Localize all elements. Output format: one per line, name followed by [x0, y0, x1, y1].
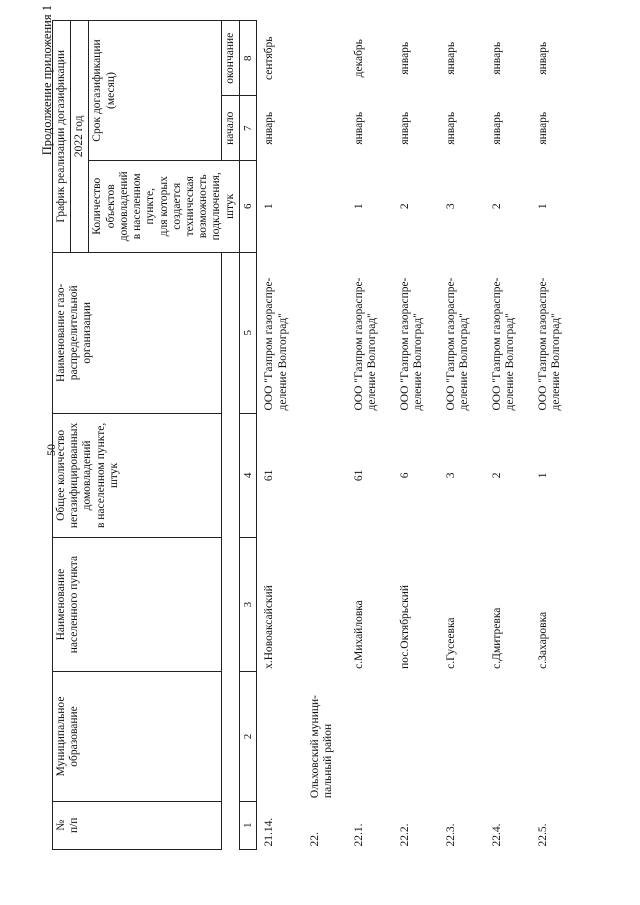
cell-org: ООО "Газпром газораспре- деление Волгоград" — [444, 277, 471, 411]
page-number: 50 — [44, 444, 58, 456]
header-org: Наименование газо- распределительной организации — [53, 252, 222, 413]
cell-end — [303, 21, 347, 96]
cell-total: 61 — [352, 469, 365, 482]
cell-start: январь — [263, 111, 276, 145]
table-row — [531, 21, 577, 850]
cell-municipality — [257, 672, 303, 801]
header-end: окончание — [221, 21, 239, 96]
cell-org: ООО "Газпром газораспре- деление Волгоград" — [536, 277, 563, 411]
header-total: Общее количество негазифицированных домовладений в населенном пункте, штук — [53, 414, 222, 538]
cell-total: 3 — [444, 472, 457, 479]
cell-num: 22.2. — [398, 823, 411, 847]
cell-municipality — [439, 672, 485, 801]
cell-settlement: с.Гусеевка — [444, 617, 457, 669]
cell-org: ООО "Газпром газораспре- деление Волгоград" — [263, 277, 289, 411]
cell-count: 1 — [536, 203, 549, 210]
header-settlement: Наименование населенного пункта — [53, 537, 222, 672]
header-term: Срок догазификации (месяц) — [89, 21, 221, 161]
cell-total — [303, 414, 347, 538]
column-number-8: 8 — [239, 21, 257, 96]
cell-org — [303, 252, 347, 413]
table-row — [485, 21, 531, 850]
table-row — [347, 21, 393, 850]
cell-end: январь — [490, 41, 503, 75]
cell-count: 3 — [444, 203, 457, 210]
cell-municipality — [393, 672, 439, 801]
cell-num: 22.5. — [536, 823, 549, 847]
cell-settlement: с.Дмитревка — [490, 607, 503, 669]
table-row — [257, 21, 303, 850]
header-schedule: График реализации догазификации — [53, 21, 71, 253]
table-row — [303, 21, 347, 850]
cell-settlement: с.Захаровка — [536, 611, 549, 669]
cell-start: январь — [352, 111, 365, 145]
cell-num: 22.1. — [352, 823, 365, 847]
cell-org: ООО "Газпром газораспре- деление Волгоград" — [398, 277, 425, 411]
cell-count: 1 — [352, 203, 365, 210]
continuation-label: Продолжение приложения 1 — [40, 5, 54, 156]
cell-end: январь — [398, 41, 411, 75]
cell-count — [303, 161, 347, 253]
cell-municipality — [531, 672, 577, 801]
cell-org: ООО "Газпром газораспре- деление Волгоград" — [490, 277, 517, 411]
column-number-6: 6 — [239, 161, 257, 253]
cell-total: 2 — [490, 472, 503, 479]
cell-num: 22.3. — [444, 823, 457, 847]
cell-count: 1 — [263, 203, 276, 210]
cell-end: январь — [536, 41, 549, 75]
table-row — [439, 21, 485, 850]
header-num: № п/п — [53, 801, 222, 849]
cell-count: 2 — [490, 203, 503, 210]
table-row — [393, 21, 439, 850]
cell-num: 22.4. — [490, 823, 503, 847]
cell-org: ООО "Газпром газораспре- деление Волгоград" — [352, 277, 379, 411]
header-count: Количество объектов домовладений в населенном пункте, для которых создается техническая возможность подключения, штук — [89, 161, 239, 253]
column-number-2: 2 — [239, 672, 257, 801]
column-number-3: 3 — [239, 537, 257, 672]
cell-settlement: пос.Октябрьский — [398, 584, 411, 669]
cell-settlement: с.Михайловка — [352, 600, 365, 669]
cell-settlement — [303, 537, 347, 672]
cell-total: 61 — [263, 469, 276, 482]
header-year: 2022 год — [71, 21, 89, 253]
cell-total: 1 — [536, 472, 549, 479]
cell-municipality: Ольховский муници- пальный район — [308, 695, 335, 799]
header-municipality: Муниципальное образование — [53, 672, 222, 801]
cell-start: январь — [536, 111, 549, 145]
cell-start — [303, 96, 347, 161]
column-number-7: 7 — [239, 96, 257, 161]
cell-num: 22. — [308, 832, 321, 847]
cell-start: январь — [398, 111, 411, 145]
gasification-table — [52, 20, 577, 850]
cell-end: январь — [444, 41, 457, 75]
column-number-4: 4 — [239, 414, 257, 538]
cell-count: 2 — [398, 203, 411, 210]
column-number-5: 5 — [239, 252, 257, 413]
cell-total: 6 — [398, 472, 411, 479]
cell-municipality — [347, 672, 393, 801]
column-number-1: 1 — [239, 801, 257, 849]
cell-end: декабрь — [352, 39, 365, 78]
cell-settlement: х.Новоаксайский — [263, 585, 276, 669]
cell-num: 21.14. — [263, 817, 276, 847]
cell-start: январь — [490, 111, 503, 145]
header-start: начало — [221, 96, 239, 161]
cell-start: январь — [444, 111, 457, 145]
cell-municipality — [485, 672, 531, 801]
cell-end: сентябрь — [263, 36, 276, 80]
